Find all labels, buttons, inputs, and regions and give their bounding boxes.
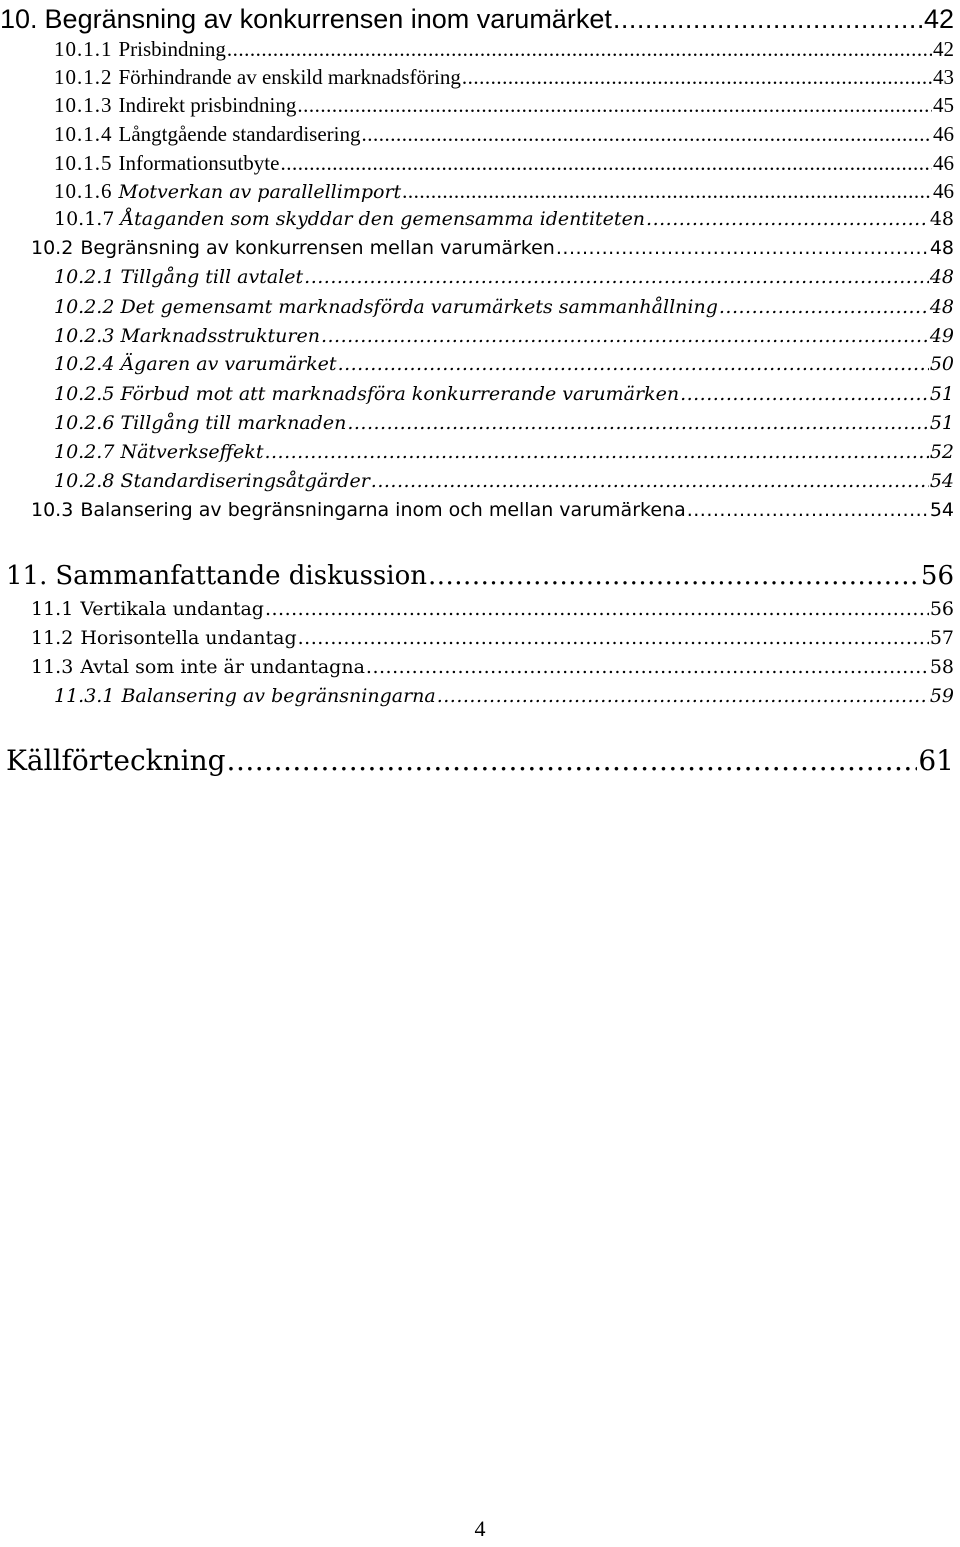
dot-leader: [462, 67, 932, 88]
toc-entry-11-2[interactable]: [31, 629, 954, 648]
dot-leader: [304, 268, 929, 287]
toc-entry-title: Tillgång till marknaden: [120, 412, 347, 434]
toc-entry-page: 52: [929, 441, 954, 463]
toc-entry-number: 10.2.8: [54, 470, 115, 492]
toc-entry-number: 10.2.2: [54, 296, 115, 318]
toc-entry-page: 42: [933, 37, 954, 61]
dot-leader: [428, 563, 920, 589]
toc-entry-references[interactable]: [6, 744, 954, 777]
dot-leader: [321, 327, 929, 346]
dot-leader: [264, 443, 928, 462]
toc-entry-page: 51: [929, 383, 954, 405]
toc-entry-number: 10.3: [31, 499, 74, 521]
toc-entry-10-2-8[interactable]: [54, 472, 954, 491]
toc-entry-page: 46: [933, 122, 954, 146]
dot-leader: [338, 355, 929, 374]
toc-entry-number: 10.1.2: [54, 65, 113, 89]
toc-entry-title: Avtal som inte är undantagna: [80, 656, 365, 678]
toc-entry-page: 57: [929, 627, 954, 649]
toc-entry-10-1-3[interactable]: [54, 95, 954, 116]
toc-entry-number: 11.2: [31, 627, 74, 649]
dot-leader: [298, 629, 929, 648]
toc-entry-11-3-1[interactable]: [54, 687, 954, 706]
toc-entry-page: 48: [929, 237, 954, 259]
toc-entry-page: 45: [933, 93, 954, 117]
toc-entry-title: Balansering av begränsningarna inom och mellan varumärkena: [80, 499, 686, 521]
toc-entry-number: 10.2.4: [54, 353, 115, 375]
toc-entry-title: Horisontella undantag: [80, 627, 297, 649]
toc-entry-10-2[interactable]: [31, 239, 954, 258]
toc-entry-11-1[interactable]: [31, 600, 954, 619]
toc-entry-page: 46: [933, 179, 954, 203]
toc-entry-number: 10.1.6: [54, 179, 113, 203]
toc-entry-10-1-6[interactable]: [54, 181, 954, 202]
toc-entry-title: Begränsning av konkurrensen inom varumärket: [44, 4, 612, 34]
dot-leader: [362, 124, 933, 145]
toc-entry-chapter-11[interactable]: [6, 563, 954, 589]
dot-leader: [366, 658, 929, 677]
toc-entry-number: 10.: [0, 4, 38, 34]
dot-leader: [613, 6, 923, 33]
toc-entry-title: Vertikala undantag: [80, 598, 264, 620]
dot-leader: [227, 39, 932, 60]
toc-entry-10-2-2[interactable]: [54, 298, 954, 317]
toc-entry-page: 42: [923, 4, 954, 34]
dot-leader: [297, 95, 932, 116]
toc-entry-title: Prisbindning: [118, 37, 226, 61]
toc-entry-title: Motverkan av parallellimport: [118, 181, 402, 203]
toc-entry-10-1-7[interactable]: [54, 210, 954, 229]
toc-entry-number: 10.2.6: [54, 412, 115, 434]
toc-entry-10-2-5[interactable]: [54, 385, 954, 404]
toc-entry-number: 11.3.1: [54, 685, 115, 707]
toc-entry-10-2-1[interactable]: [54, 268, 954, 287]
toc-entry-page: 49: [929, 325, 954, 347]
toc-entry-page: 56: [929, 598, 954, 620]
toc-entry-title: Begränsning av konkurrensen mellan varumärken: [80, 237, 555, 259]
dot-leader: [402, 181, 932, 202]
toc-entry-number: 10.2.5: [54, 383, 115, 405]
toc-entry-11-3[interactable]: [31, 658, 954, 677]
toc-entry-number: 10.2.1: [54, 266, 115, 288]
toc-entry-number: 10.2.3: [54, 325, 115, 347]
toc-entry-number: 10.1.7: [54, 208, 115, 230]
dot-leader: [719, 298, 929, 317]
toc-entry-page: 50: [929, 353, 954, 375]
toc-entry-page: 59: [929, 685, 954, 707]
toc-entry-10-1-1[interactable]: [54, 39, 954, 60]
toc-entry-number: 10.1.3: [54, 93, 113, 117]
toc-entry-title: Ägaren av varumärket: [120, 353, 337, 375]
toc-entry-title: Det gemensamt marknadsförda varumärkets sammanhållning: [120, 296, 718, 318]
toc-entry-title: Källförteckning: [6, 744, 226, 777]
dot-leader: [280, 153, 932, 174]
toc-entry-number: 11.: [6, 561, 48, 591]
toc-entry-title: Informationsutbyte: [118, 151, 280, 175]
toc-entry-page: 48: [929, 208, 954, 230]
toc-entry-number: 10.1.5: [54, 151, 113, 175]
toc-entry-title: Sammanfattande diskussion: [55, 561, 427, 591]
toc-entry-title: Åtaganden som skyddar den gemensamma identiteten: [120, 208, 646, 230]
toc-entry-number: 10.2.7: [54, 441, 115, 463]
dot-leader: [347, 414, 928, 433]
toc-entry-title: Förbud mot att marknadsföra konkurrerande varumärken: [120, 383, 680, 405]
toc-entry-10-1-2[interactable]: [54, 67, 954, 88]
toc-entry-10-1-4[interactable]: [54, 124, 954, 145]
dot-leader: [265, 600, 929, 619]
toc-entry-page: 54: [929, 499, 954, 521]
toc-entry-number: 11.3: [31, 656, 74, 678]
toc-entry-page: 51: [929, 412, 954, 434]
toc-entry-chapter-10[interactable]: [0, 6, 954, 33]
toc-entry-page: 54: [929, 470, 954, 492]
dot-leader: [556, 239, 929, 258]
toc-entry-page: 46: [933, 151, 954, 175]
dot-leader: [687, 501, 929, 520]
toc-entry-page: 58: [929, 656, 954, 678]
toc-entry-number: 10.1.1: [54, 37, 113, 61]
toc-entry-10-1-5[interactable]: [54, 153, 954, 174]
toc-entry-page: 56: [920, 561, 954, 591]
toc-entry-title: Standardiseringsåtgärder: [120, 470, 370, 492]
dot-leader: [646, 210, 929, 229]
toc-entry-title: Tillgång till avtalet: [120, 266, 304, 288]
toc-entry-title: Indirekt prisbindning: [118, 93, 297, 117]
toc-entry-10-2-4[interactable]: [54, 355, 954, 374]
toc-entry-title: Balansering av begränsningarna: [121, 685, 436, 707]
toc-entry-title: Marknadsstrukturen: [120, 325, 320, 347]
page-number: 4: [474, 1516, 486, 1541]
toc-entry-page: 43: [933, 65, 954, 89]
toc-entry-10-3[interactable]: [31, 501, 954, 520]
toc-entry-title: Förhindrande av enskild marknadsföring: [118, 65, 461, 89]
toc-entry-number: 10.1.4: [54, 122, 113, 146]
toc-entry-10-2-6[interactable]: [54, 414, 954, 433]
toc-entry-page: 48: [929, 266, 954, 288]
dot-leader: [680, 385, 929, 404]
dot-leader: [227, 747, 918, 775]
toc-entry-page: 61: [918, 744, 954, 777]
toc-entry-10-2-7[interactable]: [54, 443, 954, 462]
toc-entry-10-2-3[interactable]: [54, 327, 954, 346]
toc-entry-number: 10.2: [31, 237, 74, 259]
toc-entry-title: Långtgående standardisering: [118, 122, 361, 146]
dot-leader: [371, 472, 929, 491]
toc-entry-page: 48: [929, 296, 954, 318]
toc-entry-title: Nätverkseffekt: [120, 441, 264, 463]
dot-leader: [437, 687, 929, 706]
toc-entry-number: 11.1: [31, 598, 74, 620]
